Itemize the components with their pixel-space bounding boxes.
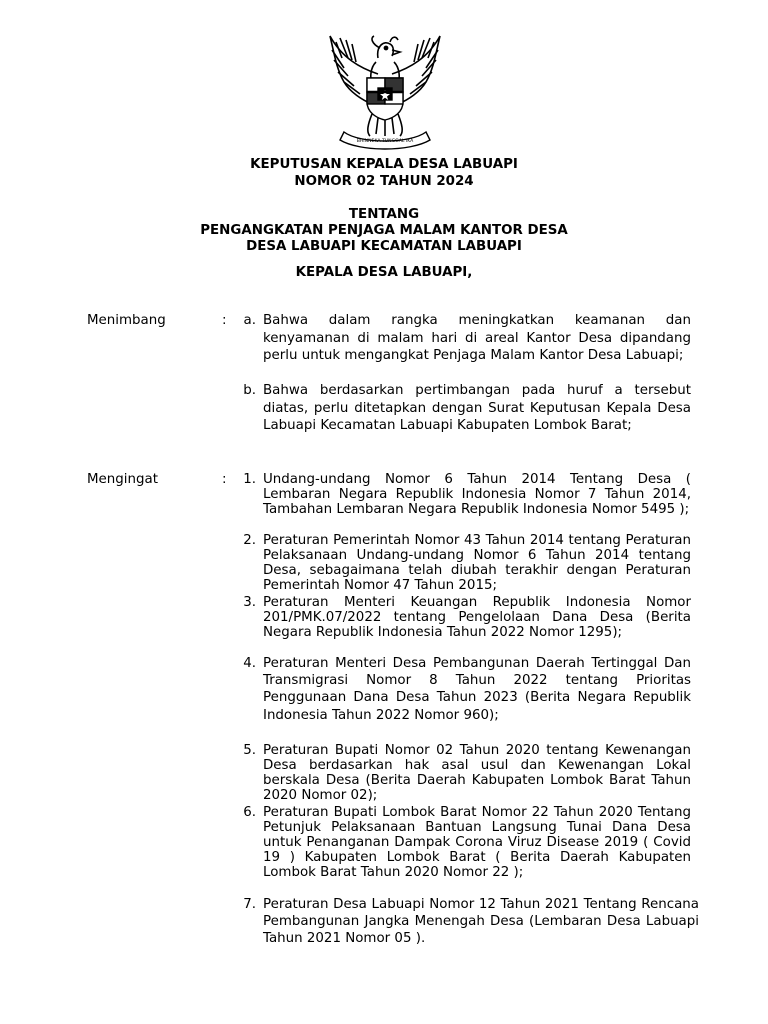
mengingat-item-5: Peraturan Bupati Nomor 02 Tahun 2020 tentang Kewenangan Desa berdasarkan hak asal usul dan Kewenangan Lokal berskala Desa (Berita Daerah Kabupaten Lombok Barat Tahun 2020 Nomor 02); (263, 743, 691, 803)
mengingat-item-5-number: 5. (243, 743, 256, 758)
mengingat-item-1-number: 1. (243, 472, 256, 487)
mengingat-item-3-number: 3. (243, 595, 256, 610)
mengingat-item-7-number: 7. (243, 897, 256, 912)
mengingat-item-4-number: 4. (243, 656, 256, 671)
mengingat-item-6-number: 6. (243, 805, 256, 820)
issuer-heading: KEPALA DESA LABUAPI, (295, 265, 473, 280)
menimbang-item-a-number: a. (243, 313, 256, 328)
garuda-pancasila-emblem (320, 28, 450, 152)
mengingat-item-3: Peraturan Menteri Keuangan Republik Indonesia Nomor 201/PMK.07/2022 tentang Pengelolaan Dana Desa (Berita Negara Republik Indonesia Tahun 2022 Nomor 1295); (263, 595, 691, 640)
menimbang-item-b-number: b. (243, 383, 256, 398)
mengingat-item-7: Peraturan Desa Labuapi Nomor 12 Tahun 2021 Tentang Rencana Pembangunan Jangka Menengah Desa (Lembaran Desa Labuapi Tahun 2021 Nomor 05 ). (263, 897, 699, 947)
mengingat-item-1: Undang-undang Nomor 6 Tahun 2014 Tentang Desa ( Lembaran Negara Republik Indonesia Nomor 7 Tahun 2014, Tambahan Lembaran Negara Republik Indonesia Nomor 5495 ); (263, 472, 691, 517)
decree-subject-line-1: PENGANGKATAN PENJAGA MALAM KANTOR DESA (200, 223, 568, 238)
mengingat-colon: : (222, 472, 227, 487)
mengingat-item-6: Peraturan Bupati Lombok Barat Nomor 22 Tahun 2020 Tentang Petunjuk Pelaksanaan Bantuan Langsung Tunai Dana Desa untuk Penanganan Dampak Corona Viruz Disease 2019 ( Covid 19 ) Kabupaten Lombok Barat ( Berita Daerah Kabupaten Lombok Barat Tahun 2020 Nomor 22 ); (263, 805, 691, 880)
menimbang-item-b: Bahwa berdasarkan pertimbangan pada huruf a tersebut diatas, perlu ditetapkan dengan Surat Keputusan Kepala Desa Labuapi Kecamatan Labuapi Kabupaten Lombok Barat; (263, 383, 691, 434)
menimbang-label: Menimbang (87, 313, 166, 328)
decree-number: NOMOR 02 TAHUN 2024 (294, 174, 474, 189)
menimbang-item-a: Bahwa dalam rangka meningkatkan keamanan dan kenyamanan di malam hari di areal Kantor Desa dipandang perlu untuk mengangkat Penjaga Malam Kantor Desa Labuapi; (263, 313, 691, 364)
menimbang-colon: : (222, 313, 227, 328)
mengingat-label: Mengingat (87, 472, 158, 487)
decree-subject-line-2: DESA LABUAPI KECAMATAN LABUAPI (246, 239, 522, 254)
svg-text:BHINNEKA TUNGGAL IKA: BHINNEKA TUNGGAL IKA (356, 139, 414, 144)
decree-title: KEPUTUSAN KEPALA DESA LABUAPI (250, 157, 518, 172)
mengingat-item-2-number: 2. (243, 533, 256, 548)
tentang-heading: TENTANG (348, 207, 420, 222)
mengingat-item-2: Peraturan Pemerintah Nomor 43 Tahun 2014 tentang Peraturan Pelaksanaan Undang-undang Nomor 6 Tahun 2014 tentang Desa, sebagaimana telah diubah terakhir dengan Peraturan Pemerintah Nomor 47 Tahun 2015; (263, 533, 691, 593)
mengingat-item-4: Peraturan Menteri Desa Pembangunan Daerah Tertinggal Dan Transmigrasi Nomor 8 Tahun 2022 tentang Prioritas Penggunaan Dana Desa Tahun 2023 (Berita Negara Republik Indonesia Tahun 2022 Nomor 960); (263, 656, 691, 723)
